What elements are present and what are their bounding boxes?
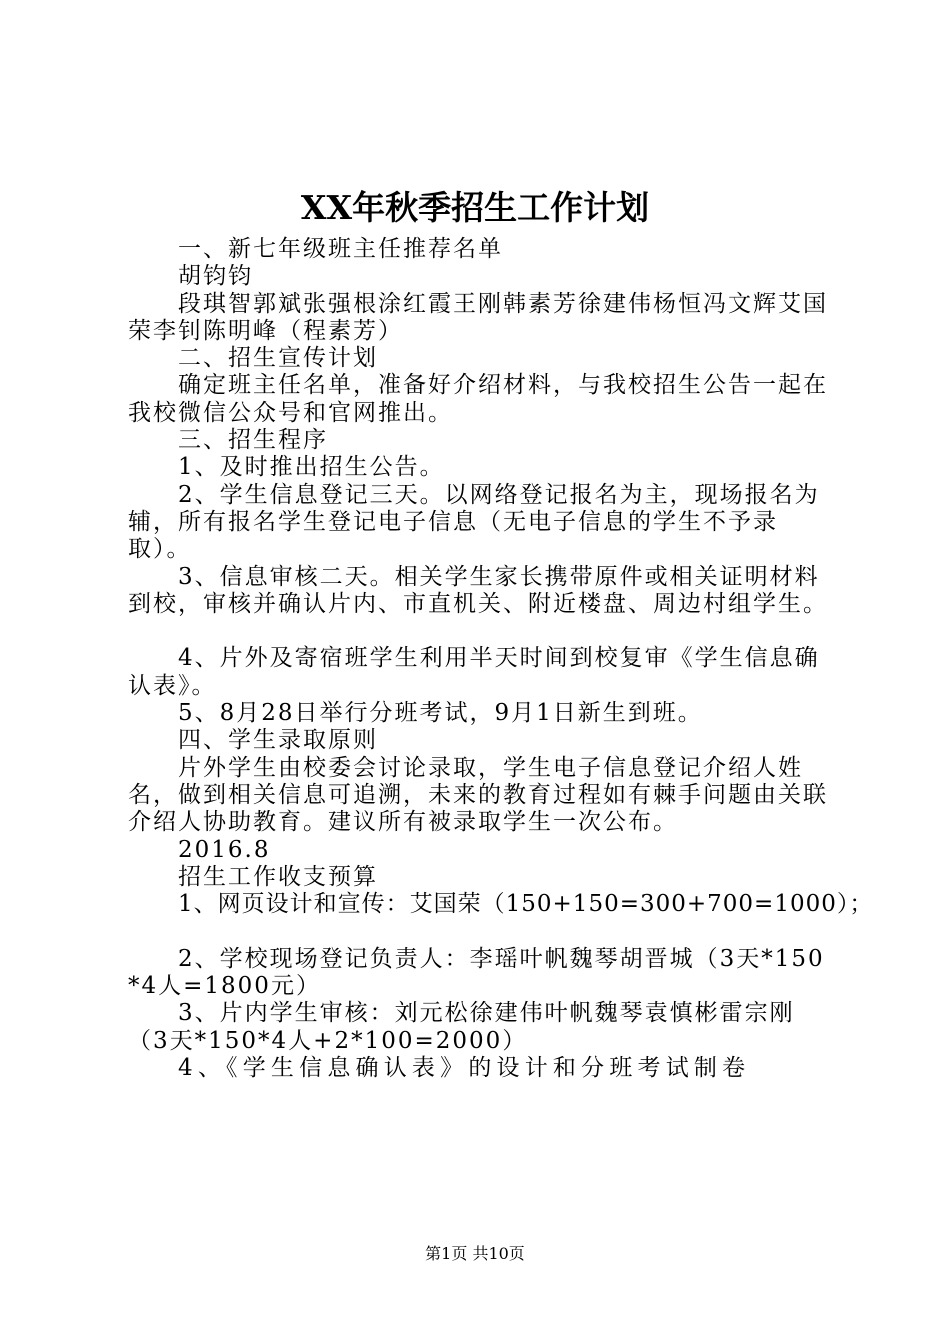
budget-item-3: 3、片内学生审核：刘元松徐建伟叶帆魏琴袁慎彬雷宗刚（3天*150*4人+2*100=2000） [128, 1000, 795, 1054]
budget-item-2: 2、学校现场登记负责人：李瑶叶帆魏琴胡晋城（3天*150*4人=1800元） [128, 945, 825, 1000]
document-title: XX年秋季招生工作计划 [300, 188, 650, 227]
section-heading-1: 一、新七年级班主任推荐名单 [178, 236, 503, 262]
paragraph-publicity: 确定班主任名单，准备好介绍材料，与我校招生公告一起在我校微信公众号和官网推出。 [128, 372, 828, 426]
page-number-footer: 第1页 共10页 [425, 1244, 525, 1263]
section-heading-4: 四、学生录取原则 [178, 727, 378, 754]
paragraph-step-1: 1、及时推出招生公告。 [178, 454, 445, 481]
document-body [128, 236, 874, 1082]
blank-line [128, 918, 833, 945]
budget-item-4: 4、《学生信息确认表》的设计和分班考试制卷 [178, 1054, 751, 1081]
budget-heading: 招生工作收支预算 [178, 863, 378, 890]
paragraph-step-3: 3、信息审核二天。相关学生家长携带原件或相关证明材料到校，审核并确认片内、市直机关、附近楼盘、周边村组学生。 [128, 563, 828, 617]
blank-line [128, 618, 833, 645]
paragraph-admission: 片外学生由校委会讨论录取，学生电子信息登记介绍人姓名，做到相关信息可追溯，未来的教育过程如有棘手问题由关联介绍人协助教育。建议所有被录取学生一次公布。 [128, 754, 828, 836]
paragraph-teacher-list: 段琪智郭斌张强根涂红霞王刚韩素芳徐建伟杨恒冯文辉艾国荣李钊陈明峰（程素芳） [128, 290, 828, 344]
paragraph-step-5: 5、8月28日举行分班考试，9月1日新生到班。 [178, 700, 703, 727]
paragraph-name-list: 胡钧钧 [178, 263, 253, 290]
section-heading-3: 三、招生程序 [178, 427, 328, 454]
paragraph-step-2: 2、学生信息登记三天。以网络登记报名为主，现场报名为辅，所有报名学生登记电子信息（无电子信息的学生不予录取）。 [128, 481, 820, 563]
budget-item-1: 1、网页设计和宣传：艾国荣（150+150=300+700=1000）； [178, 891, 874, 918]
section-heading-2: 二、招生宣传计划 [178, 345, 378, 372]
paragraph-date: 2016.8 [178, 836, 271, 863]
paragraph-step-4: 4、片外及寄宿班学生利用半天时间到校复审《学生信息确认表》。 [128, 645, 820, 699]
